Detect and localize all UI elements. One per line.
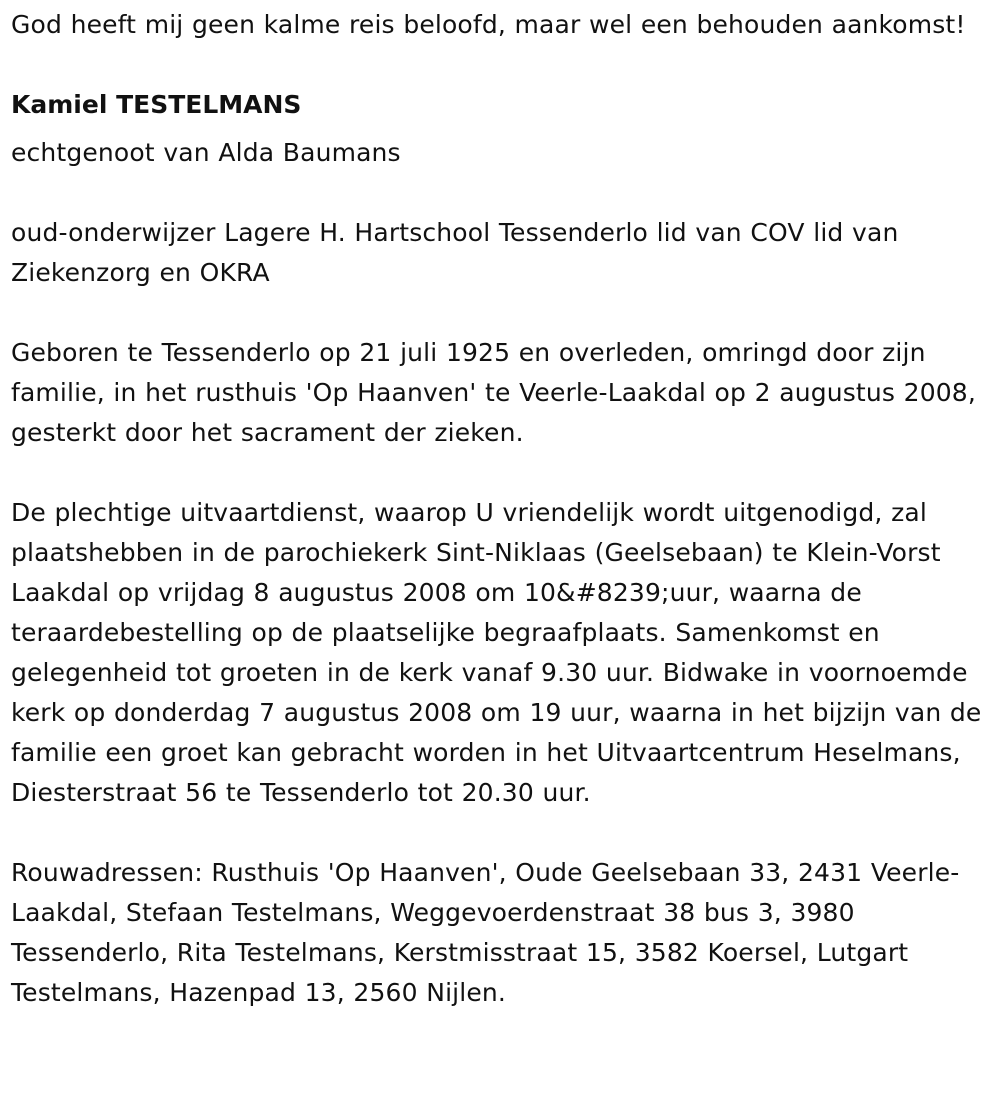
birth-death-text: Geboren te Tessenderlo op 21 juli 1925 en overleden, omringd door zijn familie, in het rusthuis 'Op Haanven' te Veerle-Laakdal op 2 augustus 2008, gesterkt door het sacrament der zieken. [11, 338, 976, 447]
occupation-text: oud-onderwijzer Lagere H. Hartschool Tessenderlo lid van COV lid van Ziekenzorg en OKRA [11, 218, 899, 287]
condolence-addresses-text: Rouwadressen: Rusthuis 'Op Haanven', Oude Geelsebaan 33, 2431 Veerle-Laakdal, Stefaan Testelmans, Weggevoerdenstraat 38 bus 3, 3980 Tessenderlo, Rita Testelmans, Kerstmisstraat 15, 3582 Koersel, Lutgart Testelmans, Hazenpad 13, 2560 Nijlen. [11, 858, 960, 1007]
deceased-name: Kamiel TESTELMANS [11, 90, 302, 119]
motto-text: God heeft mij geen kalme reis beloofd, maar wel een behouden aankomst! [11, 10, 966, 39]
spouse-text: echtgenoot van Alda Baumans [11, 138, 401, 167]
funeral-service-text: De plechtige uitvaartdienst, waarop U vriendelijk wordt uitgenodigd, zal plaatshebben in de parochiekerk Sint-Niklaas (Geelsebaan) te Klein-Vorst Laakdal op vrijdag 8 augustus 2008 om 10&#8239;uur, waarna de teraardebestelling op de plaatselijke begraafplaats. Samenkomst en gelegenheid tot groeten in de kerk vanaf 9.30 uur. Bidwake in voornoemde kerk op donderdag 7 augustus 2008 om 19 uur, waarna in het bijzijn van de familie een groet kan gebracht worden in het Uitvaartcentrum Heselmans, Diesterstraat 56 te Tessenderlo tot 20.30 uur. [11, 498, 982, 807]
